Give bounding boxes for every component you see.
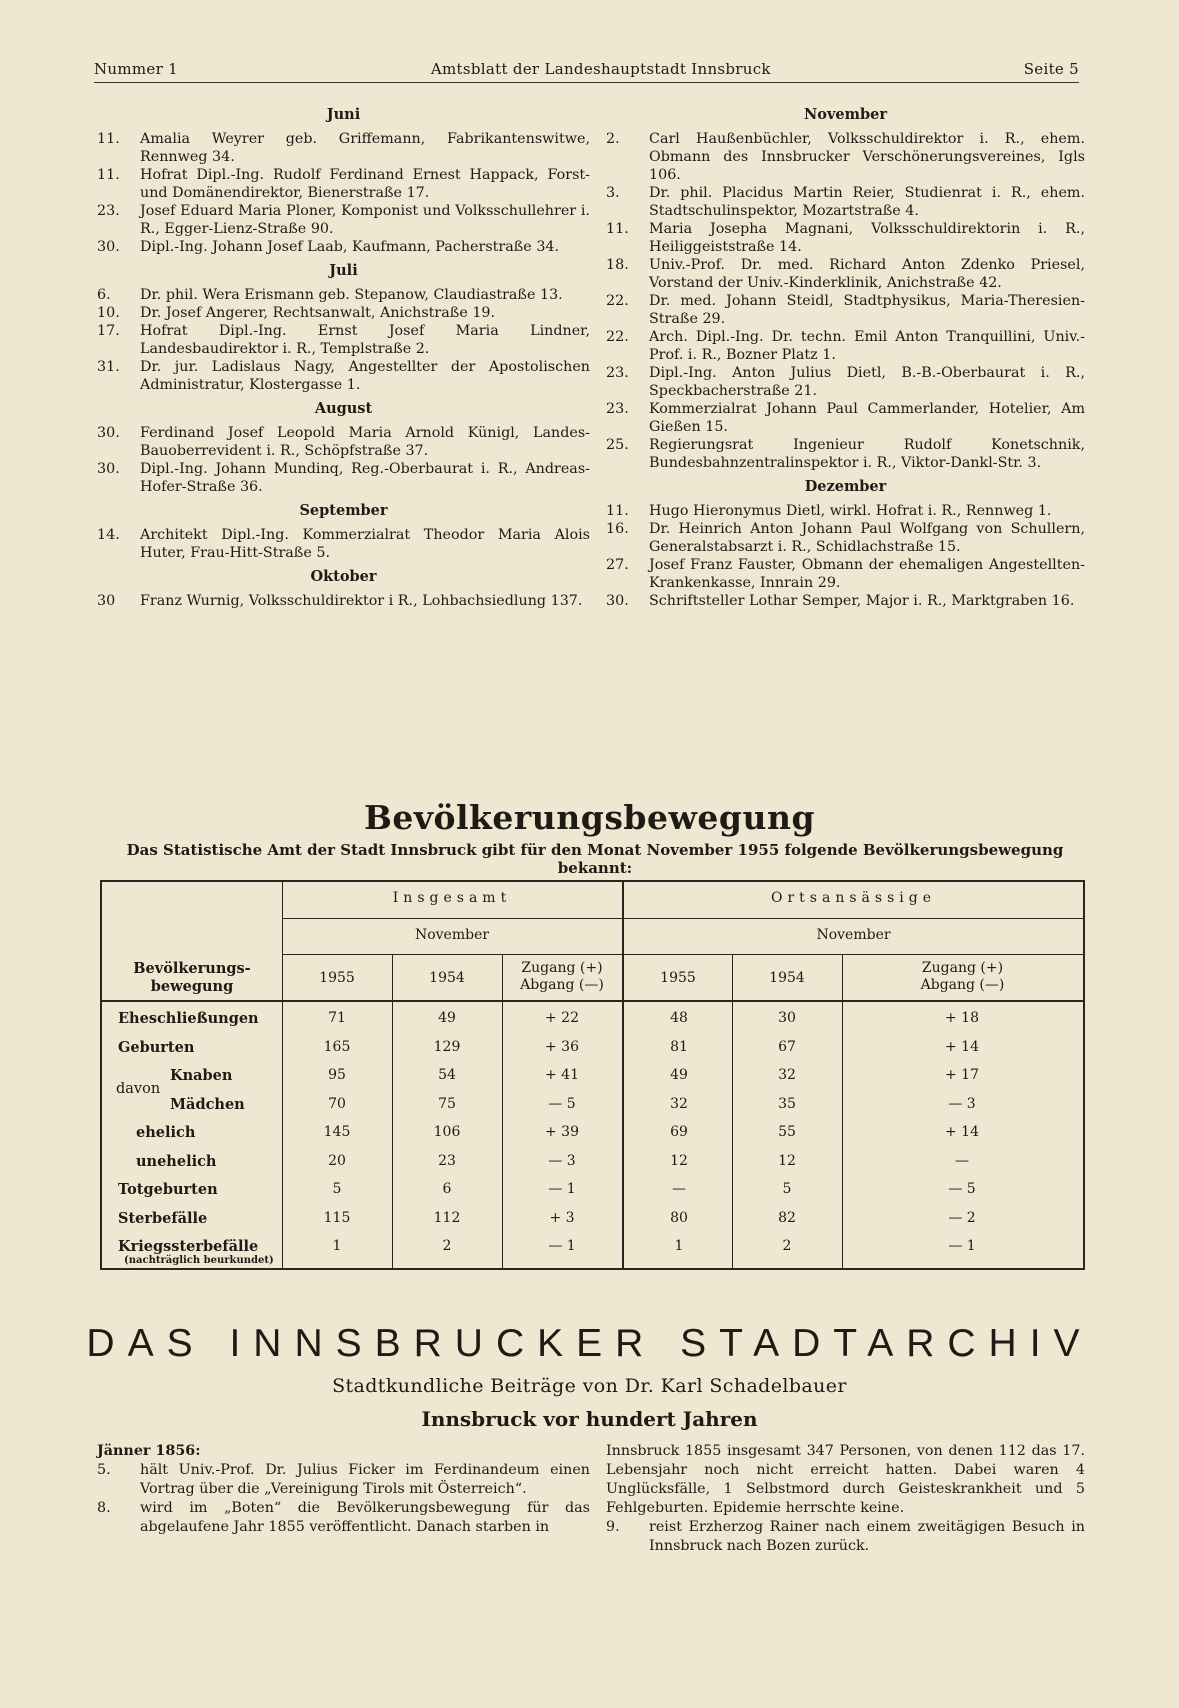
birthday-entry — [606, 502, 1085, 520]
table-cell: 75 — [438, 1095, 456, 1112]
table-cell: 49 — [438, 1010, 456, 1026]
entry-day: 3. — [606, 185, 620, 201]
table-cell: 2 — [782, 1238, 792, 1254]
birthday-column-right — [606, 100, 1085, 610]
table-cell: 95 — [328, 1067, 346, 1083]
year-header: 1954 — [769, 970, 805, 986]
entry-text: Maria Josepha Magnani, Volksschuldirektorin i. R., Heiliggeiststraße 14. — [649, 221, 1085, 255]
entry-text: Franz Wurnig, Volksschuldirektor i R., Lohbachsiedlung 137. — [140, 593, 583, 609]
entry-day: 11. — [97, 167, 120, 183]
archive-month-heading: Jänner 1856: — [97, 1443, 201, 1459]
birthday-entry — [97, 424, 590, 460]
table-cell: 106 — [433, 1124, 461, 1140]
birthday-entry — [606, 364, 1085, 400]
entry-text: Hofrat Dipl.-Ing. Ernst Josef Maria Lindner, Landesbaudirektor i. R., Templstraße 2. — [140, 323, 590, 357]
birthday-entry — [97, 166, 590, 202]
row-label: ehelich — [136, 1124, 196, 1141]
table-cell: + 22 — [545, 1010, 579, 1026]
table-cell: — 1 — [548, 1181, 576, 1197]
entry-text: Dr. phil. Wera Erismann geb. Stepanow, Claudiastraße 13. — [140, 287, 563, 303]
table-cell: 6 — [442, 1181, 452, 1197]
entry-day: 18. — [606, 257, 629, 273]
table-cell: 145 — [323, 1124, 351, 1140]
table-cell: + 3 — [549, 1209, 575, 1226]
birthday-entry — [97, 130, 590, 166]
table-cell: + 39 — [545, 1124, 579, 1140]
entry-day: 14. — [97, 527, 120, 543]
diff-header: Zugang (+) Abgang (—) — [520, 960, 604, 993]
entry-day: 16. — [606, 521, 629, 537]
entry-text: Regierungsrat Ingenieur Rudolf Konetschnik, Bundesbahnzentralinspektor i. R., Viktor-Dankl-Str. 3. — [649, 437, 1085, 471]
month-heading: Juni — [326, 106, 361, 123]
birthday-entry — [97, 460, 590, 496]
birthday-entry — [97, 202, 590, 238]
entry-day: 30. — [97, 425, 120, 441]
entry-text: wird im „Boten“ die Bevölkerungsbewegung für das abgelaufene Jahr 1855 veröffentlicht. Danach starben in — [140, 1500, 590, 1535]
page-header — [94, 60, 1079, 83]
table-cell: — 1 — [548, 1238, 576, 1254]
month-header-resident: November — [816, 927, 891, 943]
table-cell: 54 — [438, 1067, 456, 1083]
entry-day: 27. — [606, 557, 629, 573]
table-header-label: Bevölkerungs- bewegung — [133, 960, 251, 995]
entry-day: 22. — [606, 293, 629, 309]
table-cell: 70 — [328, 1095, 346, 1112]
table-cell: 82 — [778, 1209, 796, 1226]
birthday-entry — [606, 400, 1085, 436]
table-cell: 35 — [778, 1095, 796, 1112]
entry-day: 9. — [606, 1519, 620, 1535]
entry-text: Kommerzialrat Johann Paul Cammerlander, Hotelier, Am Gießen 15. — [649, 401, 1085, 435]
entry-day: 10. — [97, 305, 120, 321]
row-label: Sterbefälle — [118, 1209, 208, 1227]
entry-text: Arch. Dipl.-Ing. Dr. techn. Emil Anton Tranquillini, Univ.-Prof. i. R., Bozner Platz 1. — [649, 329, 1085, 363]
row-label: Kriegssterbefälle — [118, 1238, 259, 1255]
table-cell: 165 — [323, 1038, 351, 1055]
table-cell: 48 — [670, 1010, 688, 1026]
entry-text: Univ.-Prof. Dr. med. Richard Anton Zdenko Priesel, Vorstand der Univ.-Kinderklinik, Anichstraße 42. — [649, 257, 1085, 291]
entry-day: 23. — [97, 203, 120, 219]
table-cell: 5 — [332, 1181, 342, 1197]
entry-day: 30. — [606, 593, 629, 609]
entry-day: 11. — [97, 131, 120, 147]
table-cell: + 36 — [545, 1038, 579, 1055]
entry-day: 11. — [606, 503, 629, 519]
year-header: 1954 — [429, 970, 465, 986]
table-cell: — — [672, 1181, 686, 1197]
birthday-entry — [97, 526, 590, 562]
entry-day: 31. — [97, 359, 120, 375]
table-cell: — 5 — [948, 1181, 976, 1197]
page-number: Seite 5 — [1023, 60, 1079, 78]
entry-text: Carl Haußenbüchler, Volksschuldirektor i. R., ehem. Obmann des Innsbrucker Verschönerungsvereines, Igls 106. — [649, 131, 1085, 183]
entry-day: 2. — [606, 131, 620, 147]
birthday-entry — [606, 130, 1085, 184]
table-cell: 71 — [328, 1010, 346, 1026]
issue-number: Nummer 1 — [94, 60, 178, 78]
entry-day: 8. — [97, 1500, 111, 1516]
table-cell: 81 — [670, 1038, 688, 1055]
table-cell: 5 — [782, 1181, 792, 1197]
table-cell: 23 — [438, 1152, 456, 1169]
table-cell: — 5 — [548, 1095, 576, 1112]
row-label: unehelich — [136, 1152, 217, 1170]
archive-heading: Innsbruck vor hundert Jahren — [421, 1407, 758, 1431]
row-label: Geburten — [118, 1038, 195, 1056]
entry-text: Dipl.-Ing. Anton Julius Dietl, B.-B.-Oberbaurat i. R., Speckbacherstraße 21. — [649, 365, 1085, 399]
month-heading: August — [314, 400, 373, 417]
table-cell: — — [955, 1152, 969, 1169]
entry-day: 30. — [97, 239, 120, 255]
month-heading: Oktober — [310, 568, 377, 585]
birthday-entry — [97, 238, 590, 256]
entry-day: 17. — [97, 323, 120, 339]
birthday-entry — [606, 592, 1085, 610]
table-cell: 55 — [778, 1124, 796, 1140]
entry-text: Dr. Josef Angerer, Rechtsanwalt, Anichstraße 19. — [140, 305, 496, 321]
row-label: Knaben — [170, 1067, 233, 1084]
entry-text: Dipl.-Ing. Johann Josef Laab, Kaufmann, Pacherstraße 34. — [140, 239, 560, 255]
davon-label: davon — [116, 1081, 161, 1098]
month-heading: Juli — [329, 262, 358, 279]
month-heading: September — [299, 502, 388, 519]
birthday-entry — [606, 328, 1085, 364]
entry-text: Hofrat Dipl.-Ing. Rudolf Ferdinand Ernest Happack, Forst- und Domänendirektor, Bienerstraße 17. — [140, 167, 590, 201]
month-heading: November — [804, 106, 887, 123]
table-cell: 32 — [670, 1095, 688, 1112]
table-cell: 112 — [433, 1209, 461, 1226]
birthday-entry — [606, 556, 1085, 592]
diff-header: Zugang (+) Abgang (—) — [920, 960, 1005, 993]
entry-day: 30 — [97, 593, 116, 609]
entry-text: Josef Eduard Maria Ploner, Komponist und Volksschullehrer i. R., Egger-Lienz-Straße 90. — [140, 203, 590, 237]
birthday-entry — [97, 592, 590, 610]
birthday-column-left — [97, 100, 590, 610]
entry-text: hält Univ.-Prof. Dr. Julius Ficker im Ferdinandeum einen Vortrag über die „Vereinigung Tirols mit Österreich“. — [140, 1462, 590, 1497]
archive-column-left — [97, 1442, 590, 1537]
table-cell: 32 — [778, 1067, 796, 1083]
table-cell: 1 — [332, 1238, 342, 1254]
archive-entry — [97, 1499, 590, 1537]
population-table — [100, 880, 1085, 1270]
entry-day: 11. — [606, 221, 629, 237]
table-cell: 12 — [778, 1152, 796, 1169]
table-cell: 1 — [674, 1238, 684, 1254]
row-label: Mädchen — [170, 1095, 245, 1113]
table-cell: + 41 — [545, 1067, 579, 1083]
group-header-resident: Ortsansässige — [771, 890, 936, 906]
table-cell: — 2 — [948, 1209, 976, 1226]
table-cell: + 14 — [945, 1124, 979, 1140]
row-label: Eheschließungen — [118, 1010, 259, 1027]
table-cell: + 14 — [945, 1038, 979, 1055]
table-cell: 69 — [670, 1124, 688, 1140]
birthday-entry — [606, 256, 1085, 292]
table-cell: 20 — [328, 1152, 346, 1169]
entry-day: 30. — [97, 461, 120, 477]
month-heading: Dezember — [804, 478, 887, 495]
entry-text: Dr. jur. Ladislaus Nagy, Angestellter der Apostolischen Administratur, Klostergasse 1. — [140, 359, 590, 393]
entry-day: 5. — [97, 1462, 111, 1478]
table-cell: 2 — [442, 1238, 452, 1254]
entry-text: Dr. med. Johann Steidl, Stadtphysikus, Maria-Theresien-Straße 29. — [649, 293, 1085, 327]
entry-text: Amalia Weyrer geb. Griffemann, Fabrikantenswitwe, Rennweg 34. — [140, 131, 590, 165]
entry-day: 23. — [606, 365, 629, 381]
entry-day: 6. — [97, 287, 111, 303]
year-header: 1955 — [319, 970, 355, 986]
table-cell: 129 — [433, 1038, 461, 1055]
month-header-total: November — [414, 927, 490, 943]
archive-entry — [97, 1461, 590, 1499]
entry-text: Ferdinand Josef Leopold Maria Arnold Künigl, Landes-Bauoberrevident i. R., Schöpfstraße 37. — [140, 425, 590, 459]
table-cell: + 17 — [945, 1067, 979, 1083]
entry-day: 25. — [606, 437, 629, 453]
table-cell: 49 — [670, 1067, 688, 1083]
birthday-entry — [97, 286, 590, 304]
birthday-entry — [606, 184, 1085, 220]
table-cell: + 18 — [945, 1010, 979, 1026]
table-cell: 115 — [323, 1209, 351, 1226]
table-cell: 80 — [670, 1209, 688, 1226]
section-intro: Das Statistische Amt der Stadt Innsbruck gibt für den Monat November 1955 folgende Bevölkerungsbewegung bekannt: — [126, 841, 1064, 877]
year-header: 1955 — [660, 970, 696, 986]
table-cell: 12 — [670, 1152, 688, 1169]
publication-title: Amtsblatt der Landeshauptstadt Innsbruck — [430, 60, 771, 78]
entry-text: Schriftsteller Lothar Semper, Major i. R., Marktgraben 16. — [649, 593, 1075, 609]
birthday-entry — [97, 358, 590, 394]
row-sublabel: (nachträglich beurkundet) — [124, 1255, 274, 1266]
entry-day: 22. — [606, 329, 629, 345]
entry-text: Dipl.-Ing. Johann Mundinq, Reg.-Oberbaurat i. R., Andreas-Hofer-Straße 36. — [140, 461, 590, 495]
row-label: Totgeburten — [118, 1181, 218, 1198]
birthday-entry — [97, 322, 590, 358]
table-cell: 30 — [778, 1010, 796, 1026]
entry-text: Hugo Hieronymus Dietl, wirkl. Hofrat i. R., Rennweg 1. — [649, 503, 1052, 519]
table-cell: — 3 — [548, 1152, 576, 1169]
archive-entry — [606, 1518, 1085, 1556]
table-cell: 67 — [778, 1038, 796, 1055]
group-header-total: Insgesamt — [392, 890, 512, 906]
entry-text: Dr. phil. Placidus Martin Reier, Studienrat i. R., ehem. Stadtschulinspektor, Mozartstraße 4. — [649, 185, 1085, 219]
section-title: Bevölkerungsbewegung — [363, 798, 816, 837]
birthday-entry — [606, 520, 1085, 556]
table-cell: — 1 — [948, 1238, 976, 1254]
entry-text: Architekt Dipl.-Ing. Kommerzialrat Theodor Maria Alois Huter, Frau-Hitt-Straße 5. — [140, 527, 590, 561]
table-cell: — 3 — [948, 1095, 976, 1112]
entry-text: reist Erzherzog Rainer nach einem zweitägigen Besuch in Innsbruck nach Bozen zurück. — [649, 1519, 1085, 1554]
archive-title: DAS INNSBRUCKER STADTARCHIV — [86, 1322, 1093, 1365]
birthday-entry — [97, 304, 590, 322]
archive-continuation: Innsbruck 1855 insgesamt 347 Personen, von denen 112 das 17. Lebensjahr noch nicht erreicht hatten. Dabei waren 4 Unglücksfälle, 1 Selbstmord durch Geisteskrankheit und 5 Fehlgeburten. Epidemie herrschte keine. — [606, 1443, 1085, 1516]
entry-day: 23. — [606, 401, 629, 417]
archive-subtitle: Stadtkundliche Beiträge von Dr. Karl Schadelbauer — [332, 1375, 847, 1397]
birthday-entry — [606, 220, 1085, 256]
birthday-entry — [606, 436, 1085, 472]
entry-text: Dr. Heinrich Anton Johann Paul Wolfgang von Schullern, Generalstabsarzt i. R., Schidlachstraße 15. — [649, 521, 1085, 555]
archive-column-right — [606, 1442, 1085, 1556]
birthday-entry — [606, 292, 1085, 328]
entry-text: Josef Franz Fauster, Obmann der ehemaligen Angestellten-Krankenkasse, Innrain 29. — [649, 557, 1085, 591]
